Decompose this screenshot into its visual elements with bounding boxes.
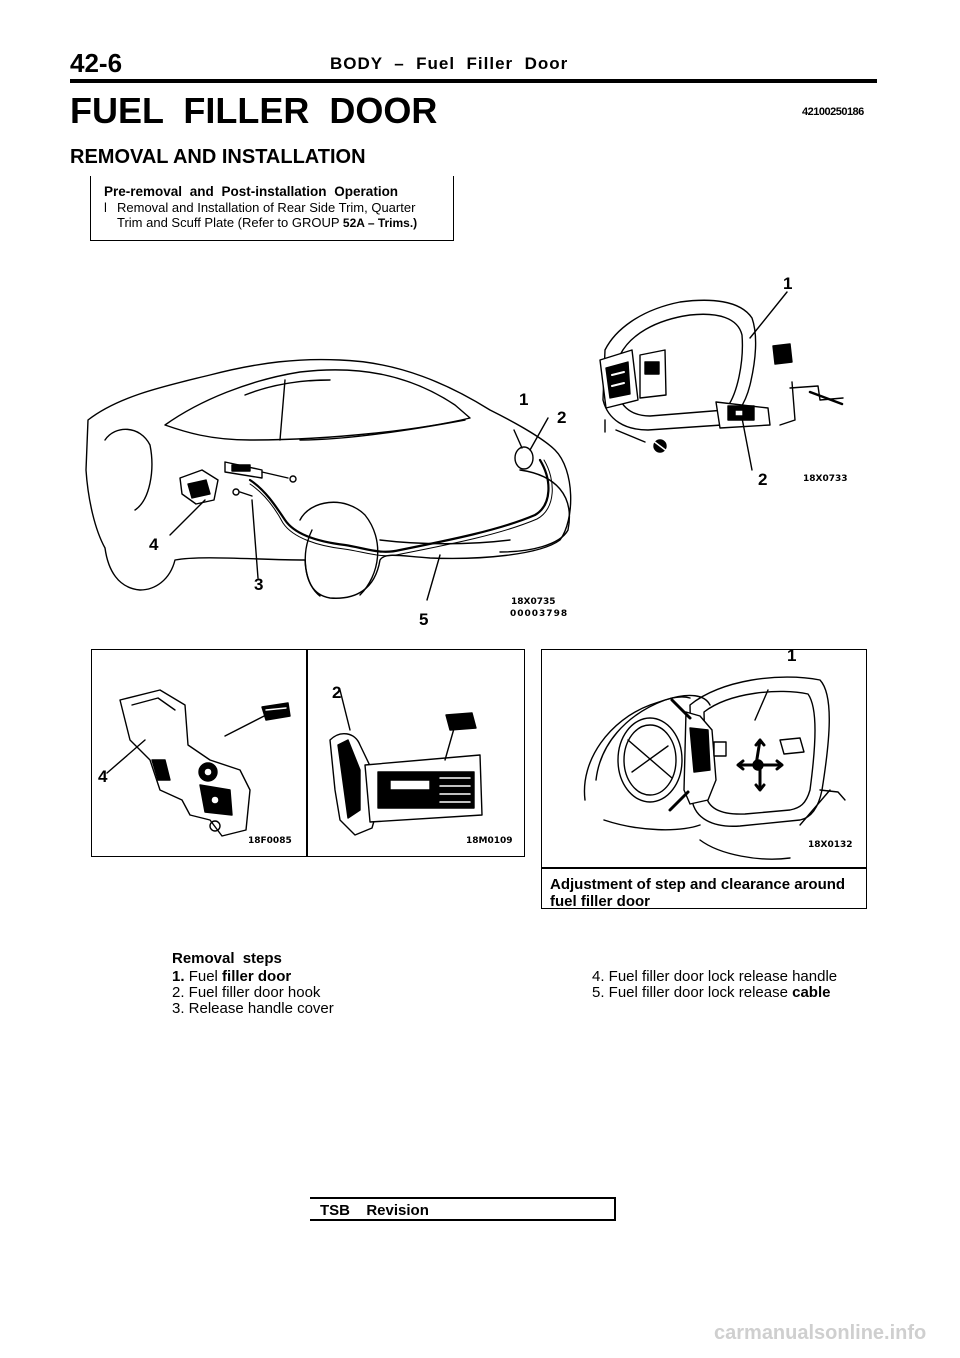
figure-code: 18X0132	[808, 840, 853, 850]
callout-4: 4	[98, 767, 108, 786]
figure-code: 18X0735	[511, 597, 556, 607]
caption-line-2: fuel filler door	[550, 893, 651, 910]
step-text: Fuel	[188, 968, 218, 985]
page-number: 42-6	[70, 48, 123, 78]
section-heading: REMOVAL AND INSTALLATION	[70, 146, 366, 168]
bullet-icon: l	[104, 200, 107, 215]
callout-2: 2	[332, 683, 342, 702]
tsb-box-top	[310, 1197, 616, 1199]
callout-3: 3	[254, 575, 264, 594]
step-text-bold: filler door	[222, 968, 292, 985]
figure-code: 18X0733	[803, 474, 848, 484]
callout-1: 1	[787, 646, 797, 665]
tsb-box-right	[614, 1197, 616, 1219]
callout-1: 1	[783, 274, 793, 293]
step-text: 4. Fuel filler door lock release handle	[592, 968, 838, 985]
adjustment-caption	[550, 876, 845, 910]
figure-code: 00003798	[510, 609, 569, 619]
removal-step	[172, 984, 320, 1001]
callout-1: 1	[519, 390, 529, 409]
step-text: 3. Release handle cover	[172, 1000, 334, 1017]
page-title: FUEL FILLER DOOR	[70, 90, 438, 131]
document-id: 42100250186	[802, 106, 864, 118]
callout-2: 2	[557, 408, 567, 427]
caption-line-1: Adjustment of step and clearance around	[550, 876, 846, 893]
group-reference: 52A – Trims.)	[342, 216, 418, 230]
pre-operation-title: Pre-removal and Post-installation Operation	[104, 184, 399, 199]
step-number: 1.	[172, 968, 185, 985]
step-text: 5. Fuel filler door lock release	[592, 984, 788, 1001]
removal-step	[172, 1000, 334, 1017]
tsb-revision-label: TSB Revision	[320, 1202, 429, 1219]
pre-operation-text-1: Removal and Installation of Rear Side Trim, Quarter	[117, 200, 416, 215]
callout-4: 4	[149, 535, 159, 554]
callout-5: 5	[419, 610, 429, 629]
tsb-box-bottom	[310, 1219, 616, 1221]
pre-operation-text-2: Trim and Scuff Plate (Refer to GROUP	[117, 215, 340, 230]
callout-2: 2	[758, 470, 768, 489]
figure-code: 18M0109	[466, 836, 513, 846]
step-text-bold: cable	[792, 984, 831, 1001]
removal-step	[172, 968, 291, 985]
step-text: 2. Fuel filler door hook	[172, 984, 321, 1001]
figure-code: 18F0085	[248, 836, 292, 846]
removal-steps-title: Removal steps	[172, 950, 282, 967]
section-title: BODY – Fuel Filler Door	[330, 54, 569, 73]
footer-watermark[interactable]: carmanualsonline.info	[714, 1322, 927, 1344]
removal-step	[592, 984, 830, 1001]
removal-step	[592, 968, 837, 985]
